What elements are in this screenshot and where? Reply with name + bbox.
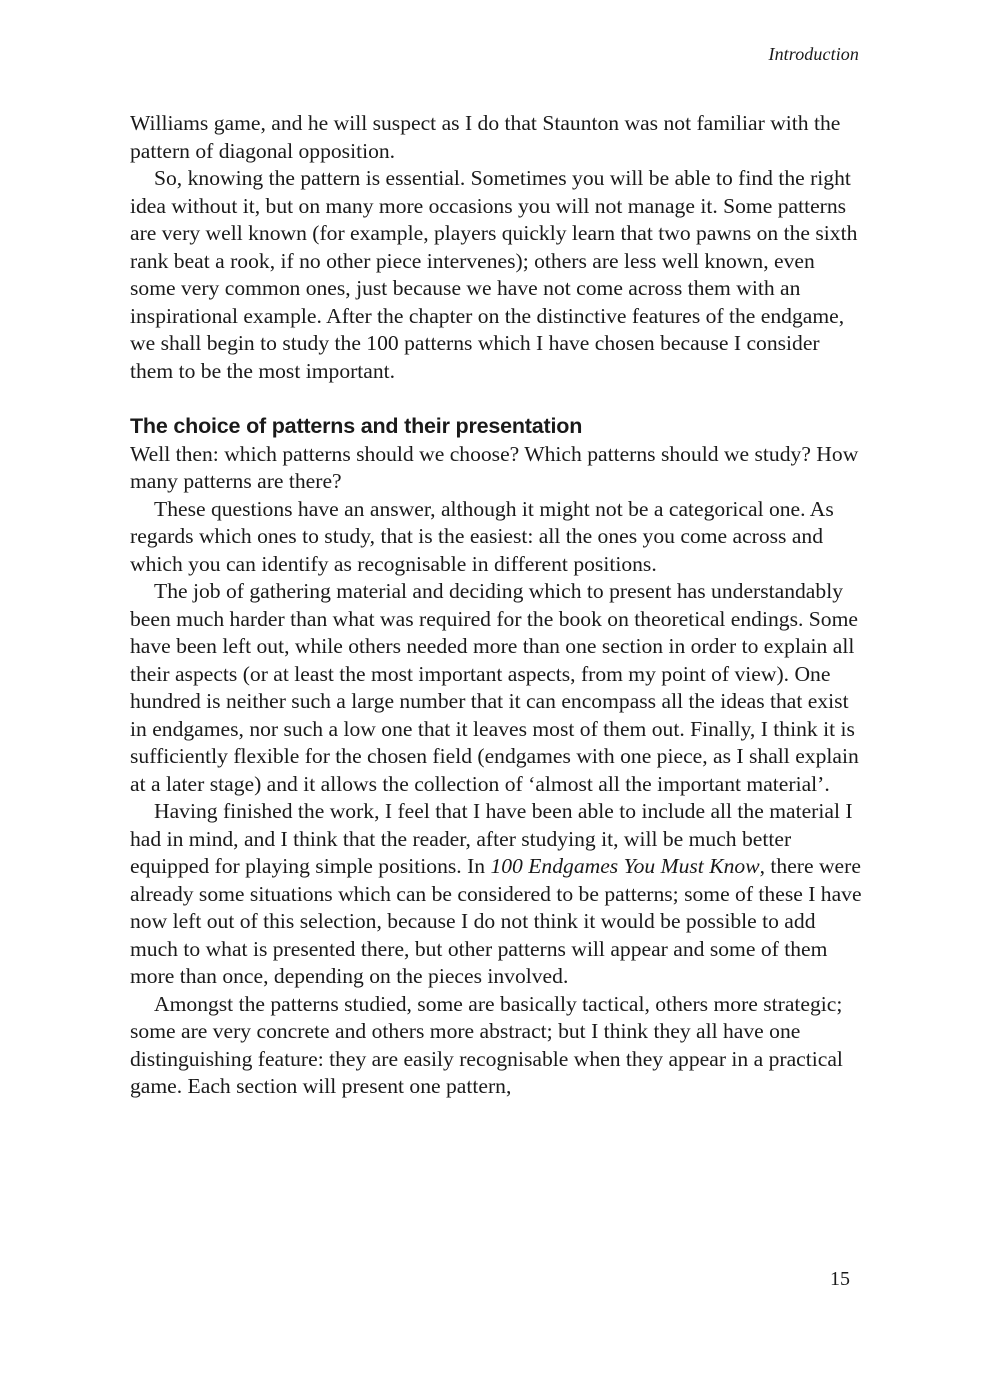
book-title: 100 Endgames You Must Know (490, 854, 760, 878)
page-number: 15 (830, 1268, 850, 1290)
section-heading: The choice of patterns and their presentation (130, 414, 583, 438)
paragraph-continuation: Williams game, and he will suspect as I do that Staunton was not familiar with the pattern of diagonal opposition. (130, 111, 841, 163)
paragraph-questions-answer: These questions have an answer, although it might not be a categorical one. As regards which ones to study, that is the easiest: all the ones you come across and which you can identify as recognisable in different positions. (130, 496, 834, 576)
paragraph-which-patterns: Well then: which patterns should we choose? Which patterns should we study? How many patterns are there? (130, 441, 859, 493)
body-text (130, 110, 865, 1101)
paragraph-text: Having finished the work, I feel that I have been able to include all the material I had in mind, and I think that the reader, after studying it, will be much better equipped for playing simple positions. In (130, 799, 853, 878)
paragraph-knowing-the-pattern: So, knowing the pattern is essential. Sometimes you will be able to find the right idea without it, but on many more occasions you will not manage it. Some patterns are very well known (for example, players quickly learn that two pawns on the sixth rank beat a rook, if no other piece intervenes); others are less well known, even some very common ones, just because we have not come across them with an inspirational example. After the chapter on the distinctive features of the endgame, we shall begin to study the 100 patterns which I have chosen because I consider them to be the most important. (130, 166, 858, 383)
running-head: Introduction (768, 44, 859, 64)
paragraph-having-finished (130, 798, 865, 991)
paragraph-text: , there were already some situations which can be considered to be patterns; some of these I have now left out of this selection, because I do not think it would be possible to add much to what is presented there, but other patterns will appear and some of them more than once, depending on the pieces involved. (130, 854, 862, 988)
paragraph-amongst-patterns: Amongst the patterns studied, some are basically tactical, others more strategic; some are very concrete and others more abstract; but I think they all have one distinguishing feature: they are easily recognisable when they appear in a practical game. Each section will present one pattern, (130, 991, 843, 1098)
paragraph-gathering-material: The job of gathering material and deciding which to present has understandably been much harder than what was required for the book on theoretical endings. Some have been left out, while others needed more than one section in order to explain all their aspects (or at least the most important aspects, from my point of view). One hundred is neither such a large number that it can encompass all the ideas that exist in endgames, nor such a low one that it leaves most of them out. Finally, I think it is sufficiently flexible for the chosen field (endgames with one piece, as I shall explain at a later stage) and it allows the collection of ‘almost all the important material’. (130, 579, 859, 796)
